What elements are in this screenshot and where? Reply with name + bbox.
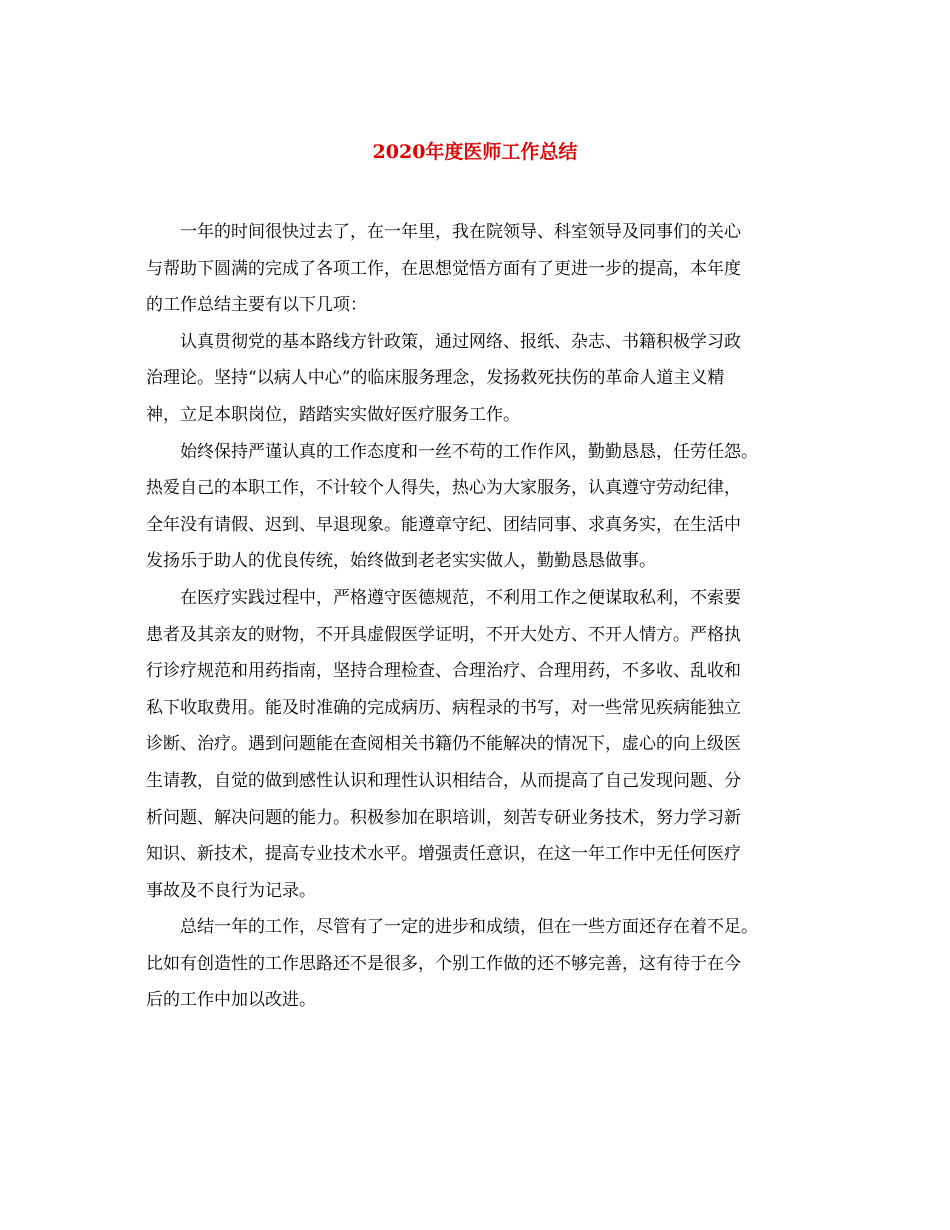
text-line: 患者及其亲友的财物，不开具虚假医学证明，不开大处方、不开人情方。严格执: [146, 624, 741, 645]
text-line: 行诊疗规范和用药指南，坚持合理检查、合理治疗、合理用药，不多收、乱收和: [146, 661, 741, 682]
text-line: 认真贯彻党的基本路线方针政策，通过网络、报纸、杂志、书籍积极学习政: [180, 331, 741, 352]
paragraph: [146, 324, 806, 434]
paragraph: [146, 580, 806, 909]
paragraph: [146, 434, 806, 580]
text-line: 热爱自己的本职工作，不计较个人得失，热心为大家服务，认真遵守劳动纪律，: [146, 478, 741, 499]
text-line: 与帮助下圆满的完成了各项工作，在思想觉悟方面有了更进一步的提高，本年度: [146, 258, 741, 279]
text-line: 的工作总结主要有以下几项：: [146, 295, 367, 316]
text-line: 生请教，自觉的做到感性认识和理性认识相结合，从而提高了自己发现问题、分: [146, 770, 741, 791]
document-title: 2020年度医师工作总结: [372, 141, 578, 163]
text-line: 全年没有请假、迟到、早退现象。能遵章守纪、团结同事、求真务实，在生活中: [146, 514, 741, 535]
text-line: 析问题、解决问题的能力。积极参加在职培训，刻苦专研业务技术，努力学习新: [146, 807, 741, 828]
text-line: 神，立足本职岗位，踏踏实实做好医疗服务工作。: [146, 404, 520, 425]
text-line: 诊断、治疗。遇到问题能在查阅相关书籍仍不能解决的情况下，虚心的向上级医: [146, 734, 741, 755]
paragraph: [146, 909, 806, 1019]
text-line: 治理论。坚持“以病人中心”的临床服务理念，发扬救死扶伤的革命人道主义精: [146, 368, 725, 389]
text-line: 总结一年的工作，尽管有了一定的进步和成绩，但在一些方面还存在着不足。: [180, 917, 758, 938]
text-line: 在医疗实践过程中，严格遵守医德规范，不利用工作之便谋取私利，不索要: [180, 587, 741, 608]
text-line: 一年的时间很快过去了，在一年里，我在院领导、科室领导及同事们的关心: [180, 222, 741, 242]
text-line: 始终保持严谨认真的工作态度和一丝不苟的工作作风，勤勤恳恳，任劳任怨。: [180, 441, 758, 462]
text-line: 后的工作中加以改进。: [146, 990, 316, 1011]
text-line: 知识、新技术，提高专业技术水平。增强责任意识，在这一年工作中无任何医疗: [146, 844, 741, 865]
text-line: 私下收取费用。能及时准确的完成病历、病程录的书写，对一些常见疾病能独立: [146, 697, 741, 718]
paragraph: [146, 214, 806, 324]
text-line: 事故及不良行为记录。: [146, 880, 316, 901]
document-body: [146, 214, 806, 1019]
text-line: 发扬乐于助人的优良传统，始终做到老老实实做人，勤勤恳恳做事。: [146, 551, 656, 572]
text-line: 比如有创造性的工作思路还不是很多，个别工作做的还不够完善，这有待于在今: [146, 953, 741, 974]
